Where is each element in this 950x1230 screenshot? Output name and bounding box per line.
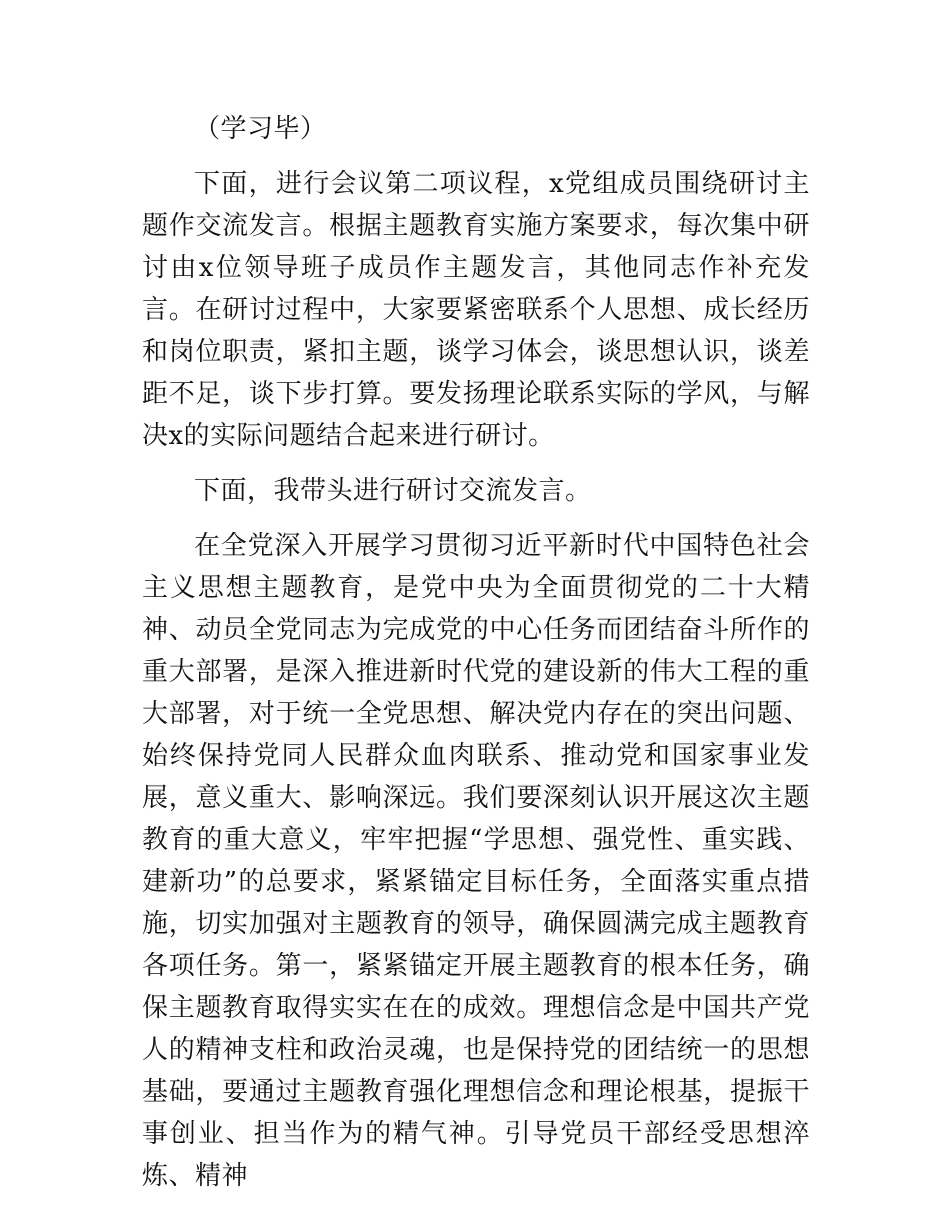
paragraph-study-end: （学习毕）: [194, 114, 327, 144]
paragraph-lead-speech: 下面，我带头进行研讨交流发言。: [194, 476, 592, 506]
paragraph-agenda-item-two: 下面，进行会议第二项议程，x党组成员围绕研讨主题作交流发言。根据主题教育实施方案要求，每次集中研讨由x位领导班子成员作主题发言，其他同志作补充发言。在研讨过程中，大家要紧密联系个人思想、成长经历和岗位职责，紧扣主题，谈学习体会，谈思想认识，谈差距不足，谈下步打算。要发扬理论联系实际的学风，与解决x的实际问题结合起来进行研讨。: [142, 169, 810, 451]
document-body: [142, 108, 810, 1210]
paragraph-theme-education: 在全党深入开展学习贯彻习近平新时代中国特色社会主义思想主题教育，是党中央为全面贯彻党的二十大精神、动员全党同志为完成党的中心任务而团结奋斗所作的重大部署，是深入推进新时代党的建设新的伟大工程的重大部署，对于统一全党思想、解决党内存在的突出问题、始终保持党同人民群众血肉联系、推动党和国家事业发展，意义重大、影响深远。我们要深刻认识开展这次主题教育的重大意义，牢牢把握“学思想、强党性、重实践、建新功”的总要求，紧紧锚定目标任务，全面落实重点措施，切实加强对主题教育的领导，确保圆满完成主题教育各项任务。第一，紧紧锚定开展主题教育的根本任务，确保主题教育取得实实在在的成效。理想信念是中国共产党人的精神支柱和政治灵魂，也是保持党的团结统一的思想基础，要通过主题教育强化理想信念和理论根基，提振干事创业、担当作为的精气神。引导党员干部经受思想淬炼、精神: [142, 531, 810, 1191]
